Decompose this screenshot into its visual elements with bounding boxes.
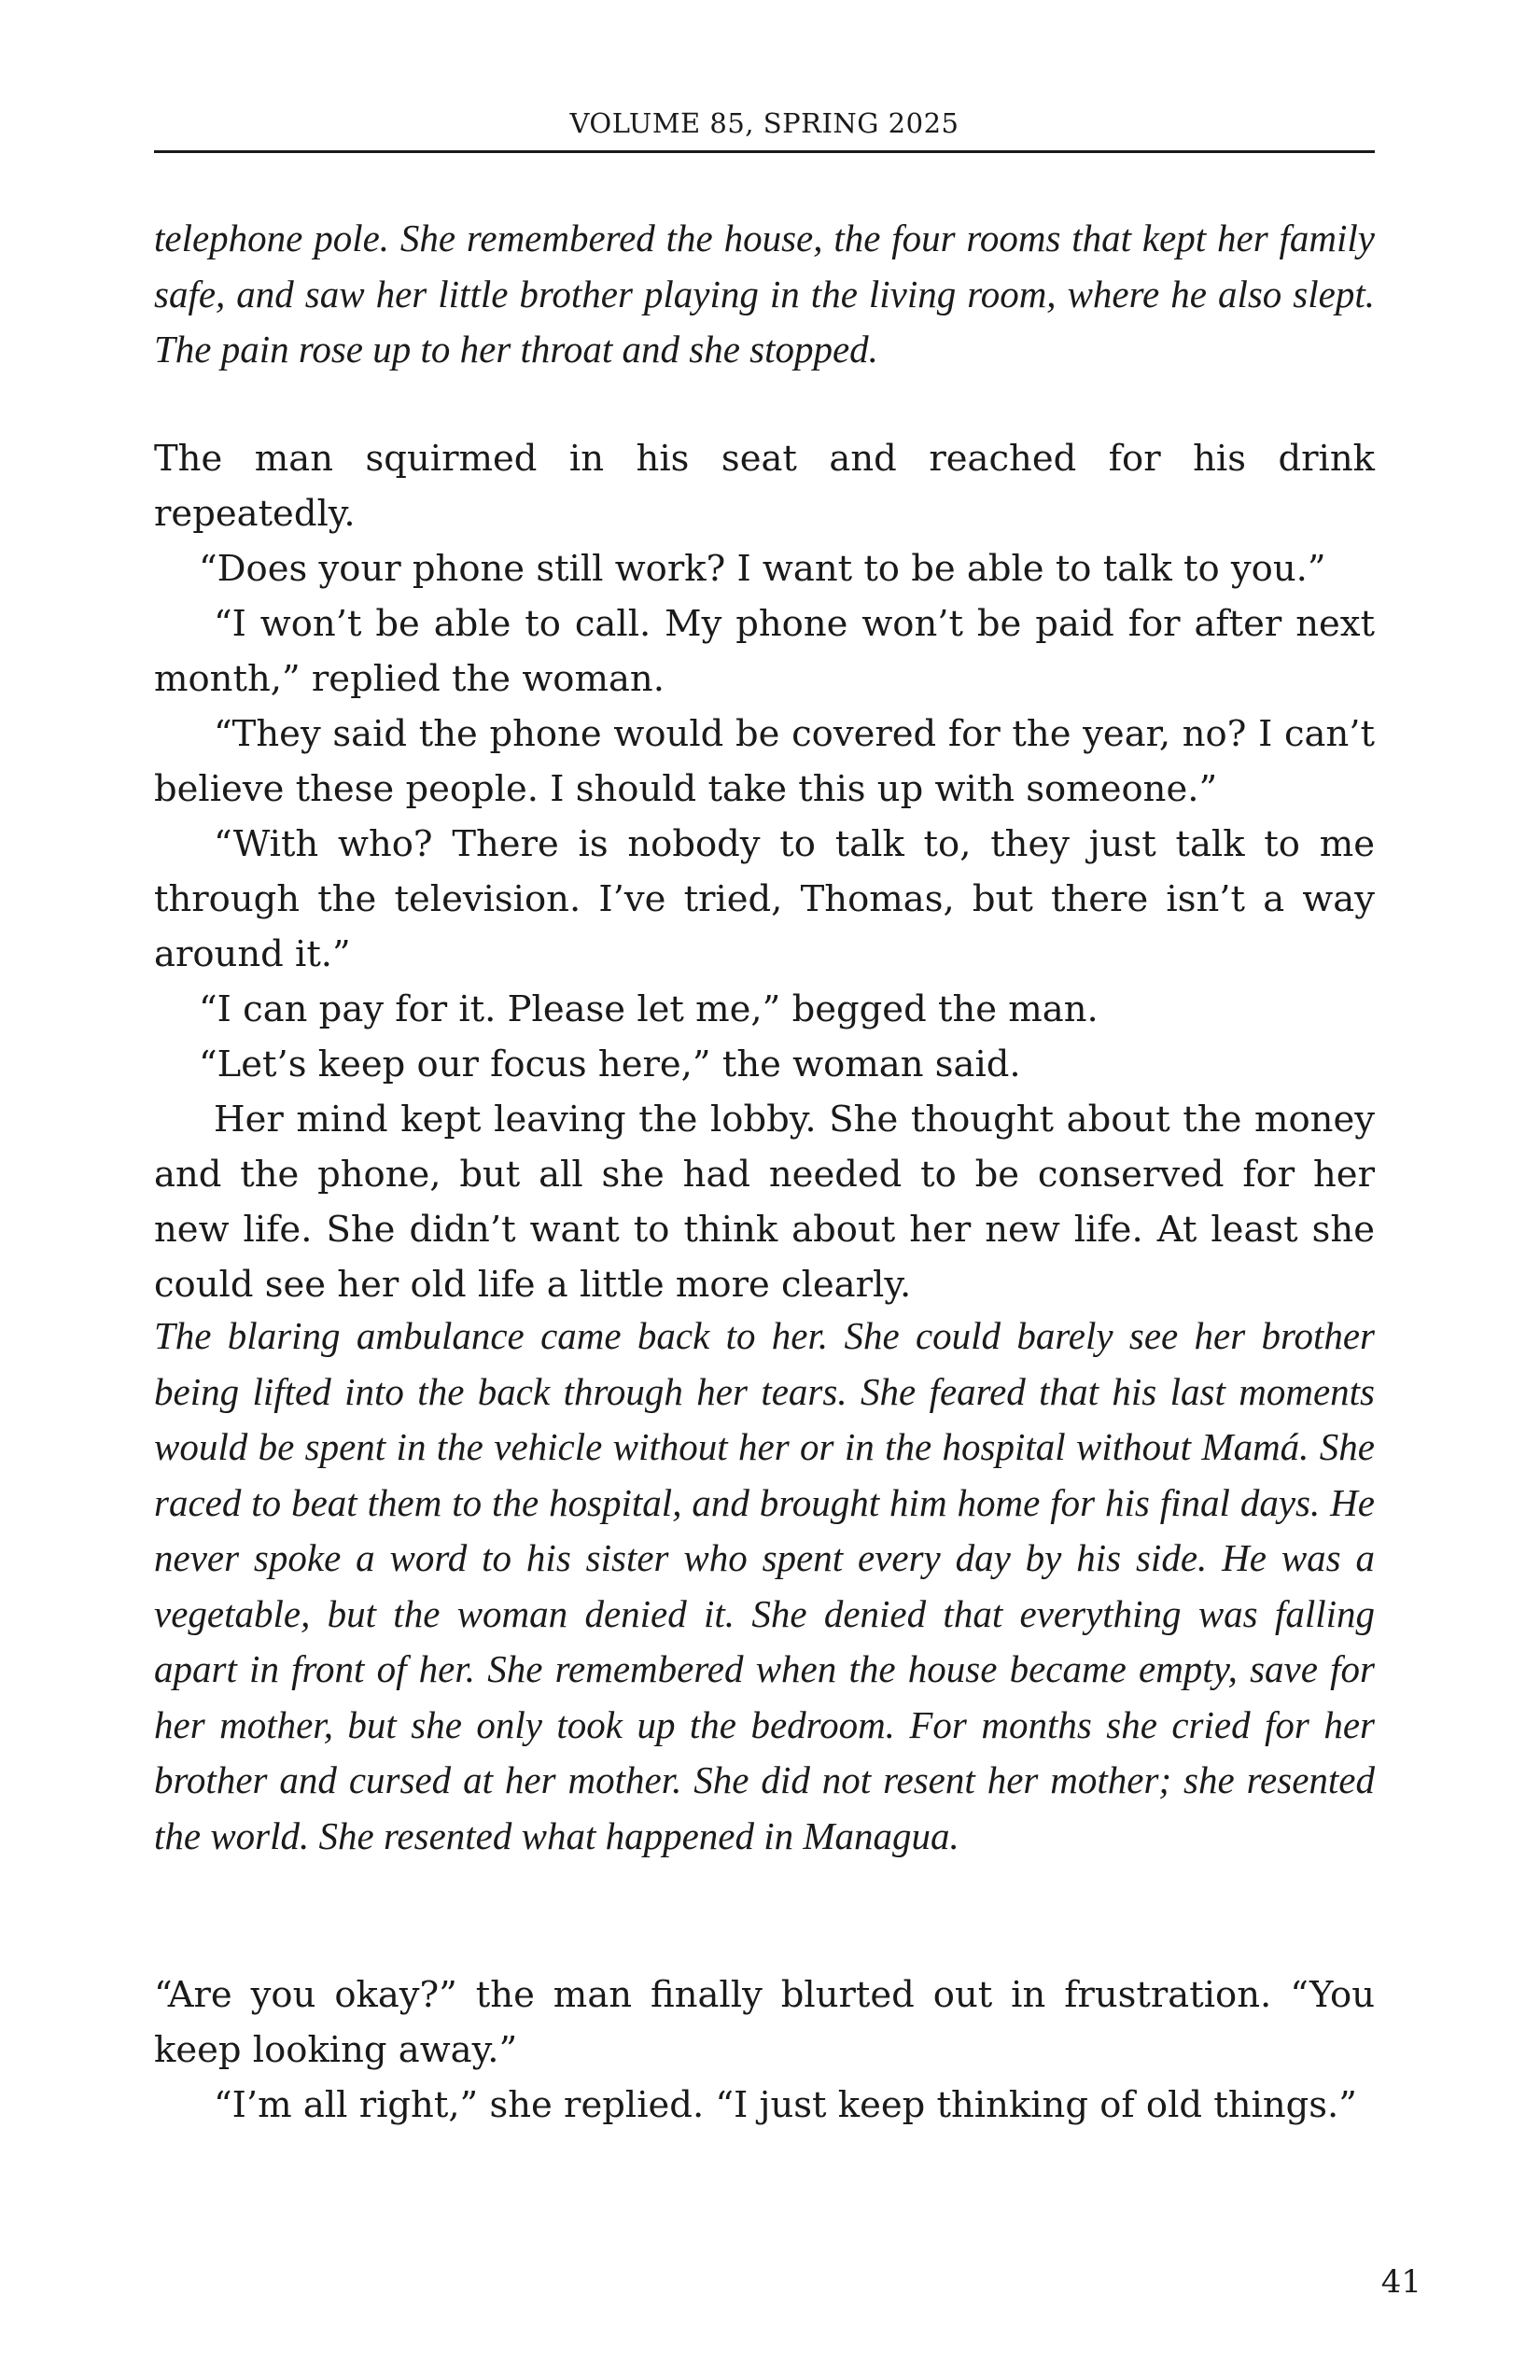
paragraph: “I won’t be able to call. My phone won’t be paid for after next month,” replied the woman. xyxy=(154,603,1375,700)
paragraph: “They said the phone would be covered for the year, no? I can’t believe these people. I should take this up with someone.” xyxy=(154,713,1375,810)
paragraph: “Does your phone still work? I want to be able to talk to you.” xyxy=(199,548,1326,590)
paragraph: The man squirmed in his seat and reached for his drink repeatedly. xyxy=(154,438,1375,535)
paragraph: “Let’s keep our focus here,” the woman said. xyxy=(199,1043,1021,1085)
header-rule xyxy=(154,150,1375,153)
italic-passage xyxy=(154,211,1375,378)
running-header: VOLUME 85, SPRING 2025 xyxy=(569,107,959,139)
paragraph: “I’m all right,” she replied. “I just keep thinking of old things.” xyxy=(214,2084,1357,2126)
paragraph: “Are you okay?” the man finally blurted out in frustration. “You keep looking away.” xyxy=(154,1974,1375,2071)
page-number: 41 xyxy=(1380,2263,1421,2301)
paragraph: Her mind kept leaving the lobby. She thought about the money and the phone, but all she had needed to be conserved for her new life. She didn’t want to think about her new life. At least she could see her old life a little more clearly. xyxy=(154,1099,1375,1306)
italic-paragraph: The blaring ambulance came back to her. She could barely see her brother being lifted into the back through her tears. She feared that his last moments would be spent in the vehicle without her or in the hospital without Mamá. She raced to beat them to the hospital, and brought him home for his final days. He never spoke a word to his sister who spent every day by his side. He was a vegetable, but the woman denied it. She denied that everything was falling apart in front of her. She remembered when the house became empty, save for her mother, but she only took up the bedroom. For months she cried for her brother and cursed at her mother. She did not resent her mother; she resented the world. She resented what happened in Managua. xyxy=(154,1314,1375,1857)
paragraph: “With who? There is nobody to talk to, they just talk to me through the television. I’ve tried, Thomas, but there isn’t a way around it.” xyxy=(154,823,1375,975)
italic-passage xyxy=(154,1309,1375,1864)
paragraph: “I can pay for it. Please let me,” begged the man. xyxy=(199,988,1099,1030)
dialogue-section xyxy=(154,1967,1375,2133)
italic-paragraph: telephone pole. She remembered the house, the four rooms that kept her family safe, and saw her little brother playing in the living room, where he also slept. The pain rose up to her throat and she stopped. xyxy=(154,217,1375,371)
dialogue-section xyxy=(154,431,1375,1312)
